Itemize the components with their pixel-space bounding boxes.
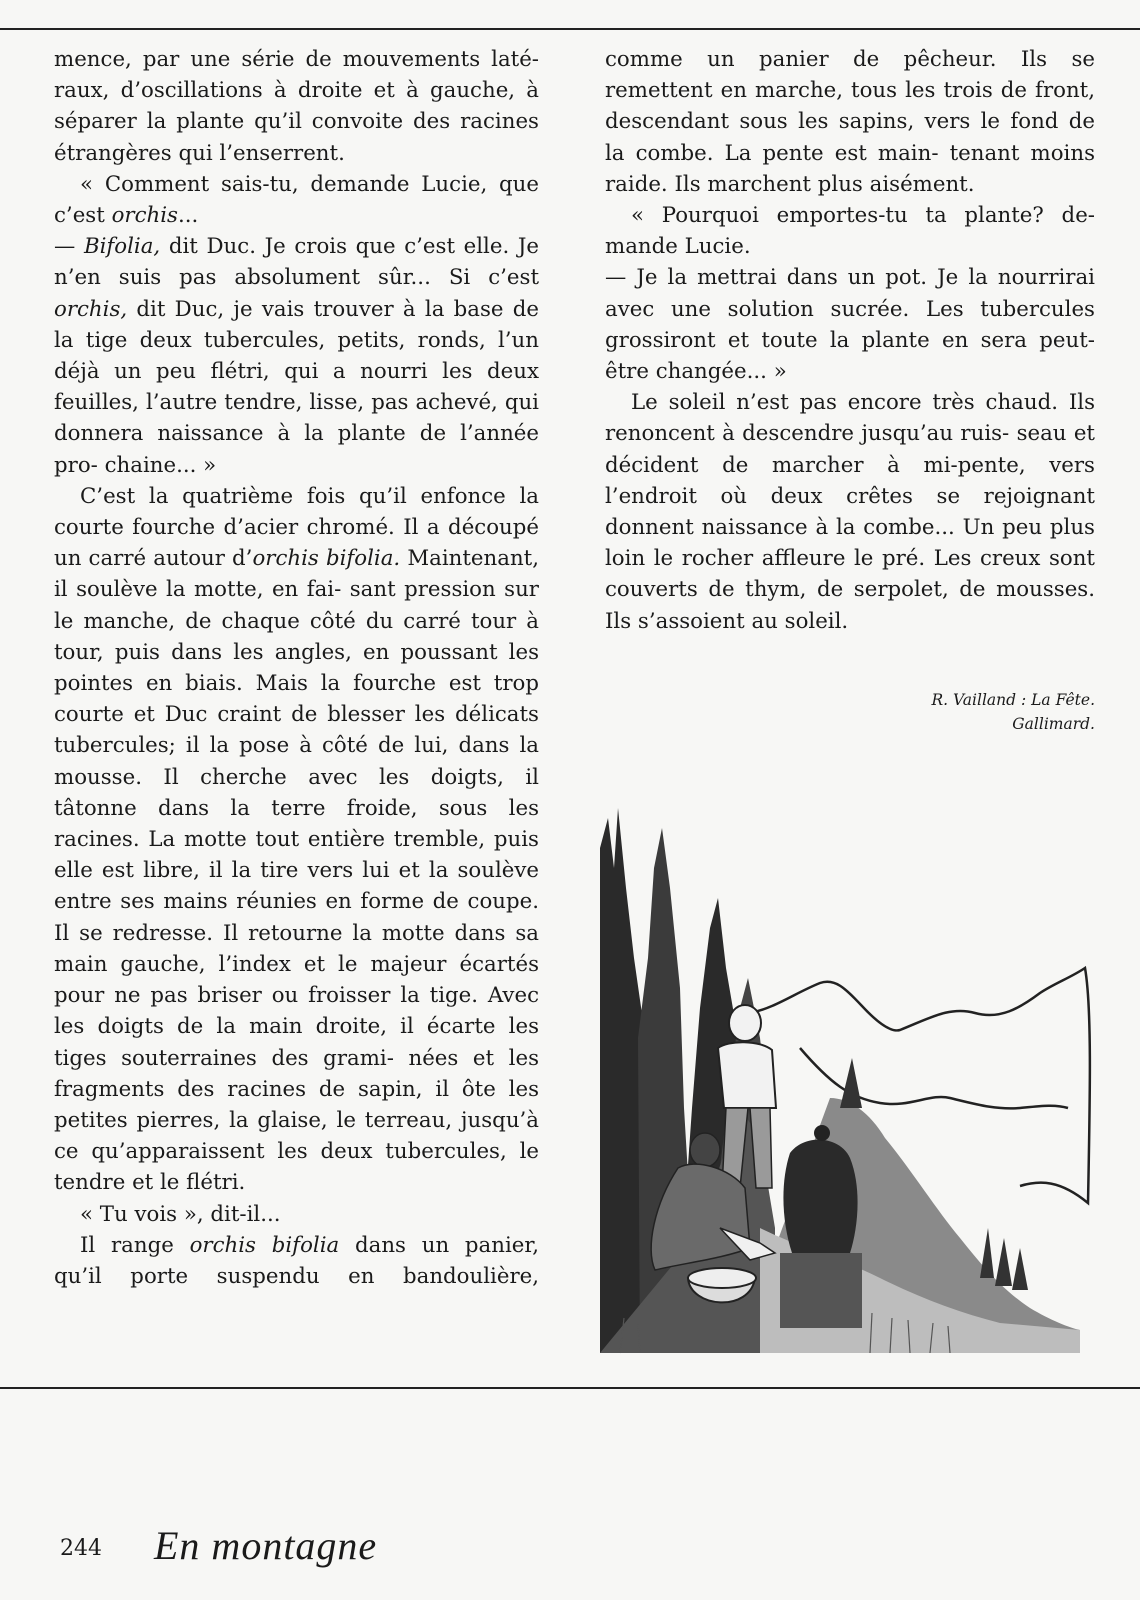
paragraph: comme un panier de pêcheur. Ils se remettent en marche, tous les trois de front, descendant sous les sapins, vers le fond de la combe. La pente est main- tenant moins raide. Ils marchent plus aisément. xyxy=(605,47,1095,197)
text-column-right xyxy=(605,44,1095,637)
paragraph: — Je la mettrai dans un pot. Je la nourrirai avec une solution sucrée. Les tubercules grossiront et toute la plante en sera peut-être changée... » xyxy=(605,265,1095,385)
paragraph: Il range orchis bifolia dans un panier, qu’il porte suspendu en bandoulière, xyxy=(54,1232,539,1289)
text-column-left xyxy=(54,44,539,1292)
top-rule xyxy=(0,28,1140,30)
paragraph: « Comment sais-tu, demande Lucie, que c’est orchis... xyxy=(54,171,539,229)
running-title: En montagne xyxy=(154,1523,378,1568)
paragraph: « Tu vois », dit-il... xyxy=(80,1201,281,1227)
credit-author-title: R. Vailland : La Fête. xyxy=(931,691,1095,709)
paragraph: « Pourquoi emportes-tu ta plante? de- mande Lucie. xyxy=(605,203,1095,260)
mountain-illustration xyxy=(600,808,1110,1368)
paragraph: mence, par une série de mouvements laté- raux, d’oscillations à droite et à gauche, à séparer la plante qu’il convoite des racines étrangères qui l’enserrent. xyxy=(54,47,539,166)
credit-publisher: Gallimard. xyxy=(1012,715,1095,733)
paragraph: — Bifolia, dit Duc. Je crois que c’est elle. Je n’en suis pas absolument sûr... Si c’est orchis, dit Duc, je vais trouver à la base de la tige deux tubercules, petits, ronds, l’un déjà un peu flétri, qui a nourri les deux feuilles, l’autre tendre, lisse, pas achevé, qui donnera naissance à la plante de l’année pro- chaine... » xyxy=(54,234,540,478)
paragraph: Le soleil n’est pas encore très chaud. Ils renoncent à descendre jusqu’au ruis- seau et décident de marcher à mi-pente, vers l’endroit où deux crêtes se rejoignant donnent naissance à la combe... Un peu plus loin le rocher affleure le pré. Les creux sont couverts de thym, de serpolet, de mousses. Ils s’assoient au soleil. xyxy=(605,390,1095,634)
page-number: 244 xyxy=(60,1536,102,1561)
source-credit xyxy=(605,688,1095,736)
paragraph: C’est la quatrième fois qu’il enfonce la courte fourche d’acier chromé. Il a découpé un carré autour d’orchis bifolia. Maintenant, il soulève la motte, en fai- sant pression sur le manche, de chaque côté du carré tour à tour, puis dans les angles, en poussant les pointes en biais. Mais la fourche est trop courte et Duc craint de blesser les délicats tubercules; il la pose à côté de lui, dans la mousse. Il cherche avec les doigts, il tâtonne dans la terre froide, sous les racines. La motte tout entière tremble, puis elle est libre, il la tire vers lui et la soulève entre ses mains réunies en forme de coupe. Il se redresse. Il retourne la motte dans sa main gauche, l’index et le majeur écartés pour ne pas briser ou froisser la tige. Avec les doigts de la main droite, il écarte les tiges souterraines des grami- nées et les fragments des racines de sapin, il ôte les petites pierres, la glaise, le terreau, jusqu’à ce qu’apparaissent les deux tubercules, le tendre et le flétri. xyxy=(54,483,539,1196)
bottom-rule xyxy=(0,1387,1140,1389)
